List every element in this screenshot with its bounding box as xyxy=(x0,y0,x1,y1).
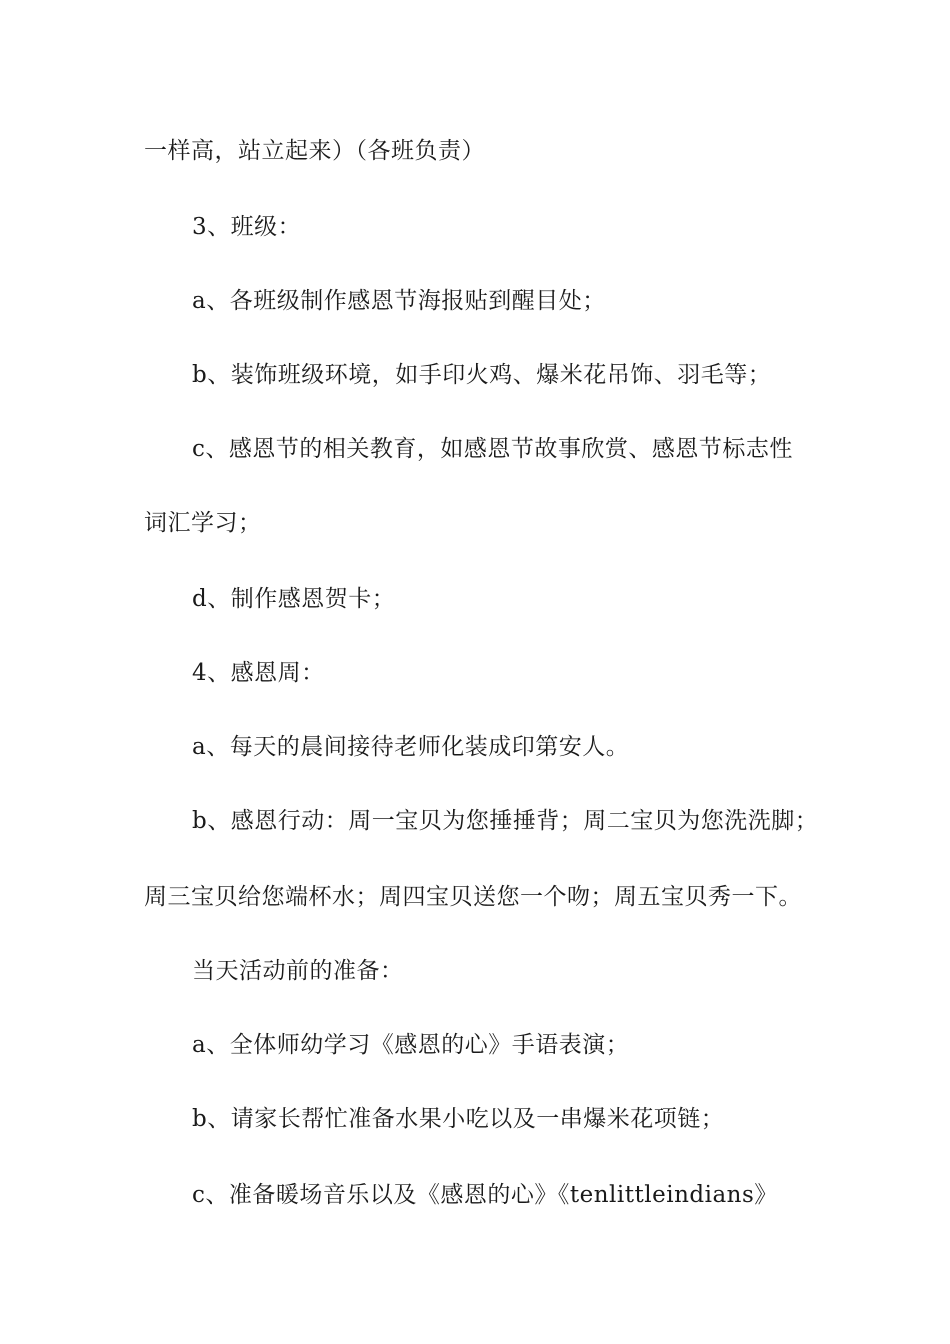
section-heading-preparation: 当天活动前的准备： xyxy=(192,958,404,984)
list-item: a、各班级制作感恩节海报贴到醒目处； xyxy=(192,288,606,314)
list-item-continuation: 周三宝贝给您端杯水；周四宝贝送您一个吻；周五宝贝秀一下。 xyxy=(144,884,802,910)
list-item: a、全体师幼学习《感恩的心》手语表演； xyxy=(192,1032,630,1058)
paragraph-line: 一样高，站立起来）（各班负责） xyxy=(144,138,485,164)
list-item: a、每天的晨间接待老师化装成印第安人。 xyxy=(192,734,630,760)
list-item: b、请家长帮忙准备水果小吃以及一串爆米花项链； xyxy=(192,1106,725,1132)
section-heading-week: 4、感恩周： xyxy=(192,660,325,686)
list-item: c、感恩节的相关教育，如感恩节故事欣赏、感恩节标志性 xyxy=(192,436,793,462)
list-item-continuation: 词汇学习； xyxy=(144,510,262,536)
list-item: d、制作感恩贺卡； xyxy=(192,586,396,612)
list-item: b、装饰班级环境，如手印火鸡、爆米花吊饰、羽毛等； xyxy=(192,362,772,388)
section-heading-class: 3、班级： xyxy=(192,214,302,240)
list-item: b、感恩行动：周一宝贝为您捶捶背；周二宝贝为您洗洗脚； xyxy=(192,808,819,834)
list-item: c、准备暖场音乐以及《感恩的心》《tenlittleindians》 xyxy=(192,1182,778,1208)
